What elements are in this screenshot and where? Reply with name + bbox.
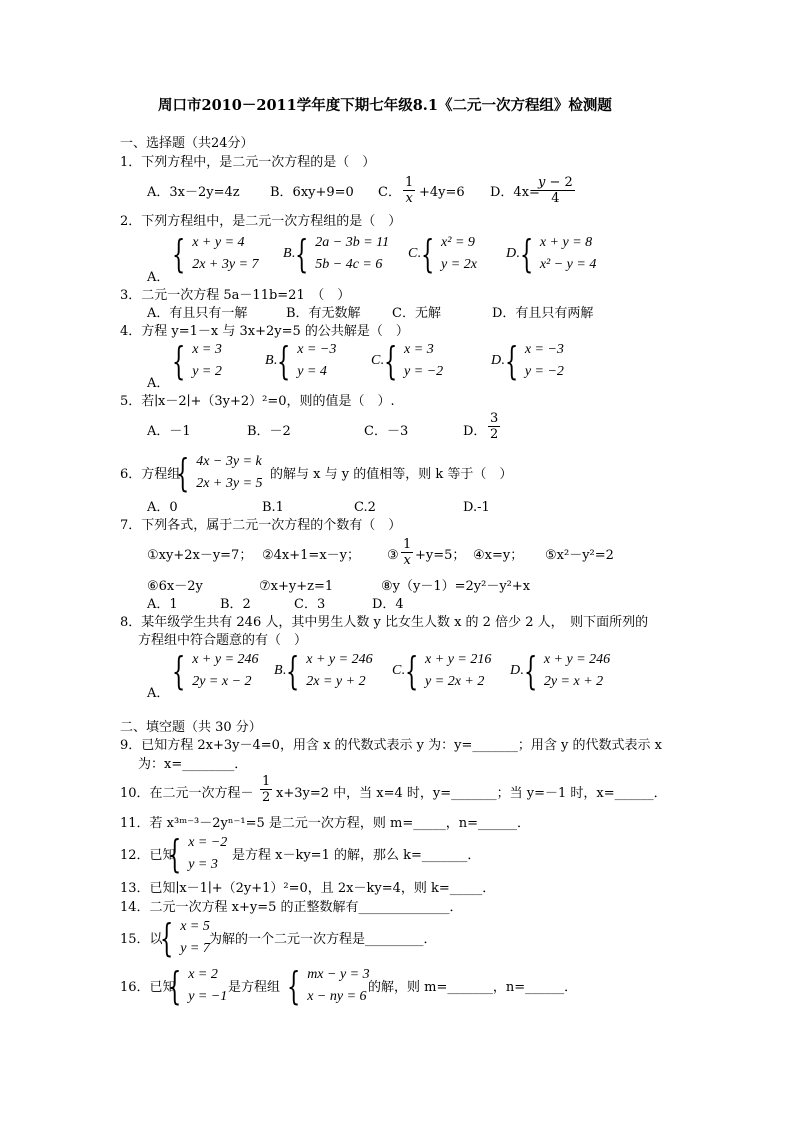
q7-item-7: ⑦x+y+z=1 bbox=[259, 579, 334, 594]
q10-fraction-1-over-2: $\frac{1}{2}$ bbox=[262, 774, 271, 805]
question-10-prefix: 10．在二元一次方程－ bbox=[120, 786, 254, 801]
q16-solution-system: { x = 2 y = −1 bbox=[168, 964, 228, 1008]
q5-fraction-3-over-2: $\frac{3}{2}$ bbox=[490, 411, 499, 442]
question-6-suffix: 的解与 x 与 y 的值相等，则 k 等于（ ） bbox=[270, 467, 513, 482]
q4-system-b: B. { x = −3 y = 4 bbox=[265, 339, 337, 383]
q7-item-1: ①xy+2x－y=7； bbox=[147, 548, 253, 563]
q8-system-d: D. { x + y = 246 2y = x + 2 bbox=[510, 649, 611, 693]
q5-option-c: C．－3 bbox=[364, 424, 409, 439]
question-1-stem: 1．下列方程中，是二元一次方程的是（ ） bbox=[120, 155, 376, 170]
q7-item-8: ⑧y（y－1）=2y²－y²+x bbox=[381, 579, 531, 594]
question-15-suffix: 为解的一个二元一次方程是_________． bbox=[209, 932, 437, 947]
q8-system-c: C. { x + y = 216 y = 2x + 2 bbox=[392, 649, 492, 693]
section-heading: 二、填空题（共 30 分） bbox=[120, 720, 262, 735]
question-12-prefix: 12．已知 bbox=[120, 848, 176, 863]
q4-system-c: C. { x = 3 y = −2 bbox=[371, 339, 444, 383]
q8-system-b: B. { x + y = 246 2x = y + 2 bbox=[274, 649, 373, 693]
question-9-line-1: 9．已知方程 2x+3y－4=0，用含 x 的代数式表示 y 为：y=_______；用含 y 的代数式表示 x bbox=[120, 738, 662, 753]
q2-system-d: D. { x + y = 8 x² − y = 4 bbox=[506, 232, 597, 276]
question-8-stem-line-1: 8．某年级学生共有 246 人，其中男生人数 y 比女生人数 x 的 2 倍少 2 人， 则下面所列的 bbox=[120, 615, 649, 630]
q3-option-b: B．有无数解 bbox=[286, 306, 361, 321]
q1-fraction-1-over-x: $\frac{1}{x}$ bbox=[405, 175, 414, 206]
question-5-stem: 5．若∣x－2∣+（3y+2）²=0，则的值是（ ）. bbox=[120, 394, 395, 409]
q1-option-a: A．3x－2y=4z bbox=[147, 185, 240, 200]
q6-system: { 4x − 3y = k 2x + 3y = 5 bbox=[176, 451, 263, 495]
q7-option-b: B．2 bbox=[220, 597, 251, 612]
question-14: 14．二元一次方程 x+y=5 的正整数解有______________． bbox=[120, 900, 463, 915]
q4-system-d: D. { x = −3 y = −2 bbox=[491, 339, 564, 383]
question-10-suffix: x+3y=2 中，当 x=4 时，y=_______；当 y=－1 时，x=______． bbox=[276, 786, 667, 801]
q6-option-a: A．0 bbox=[147, 500, 178, 515]
q3-option-c: C．无解 bbox=[392, 306, 441, 321]
q5-option-b: B．－2 bbox=[247, 424, 291, 439]
q2-system-a: { x + y = 4 2x + 3y = 7 bbox=[172, 232, 259, 276]
question-15-prefix: 15．以 bbox=[120, 932, 163, 947]
q7-item-5: ⑤x²－y²=2 bbox=[545, 548, 614, 563]
q3-option-d: D．有且只有两解 bbox=[492, 306, 594, 321]
q8-option-a: A． bbox=[147, 686, 170, 701]
question-8-stem-line-2: 方程组中符合题意的有（ ） bbox=[138, 633, 308, 648]
q2-system-b: B. { 2a − 3b = 11 5b − 4c = 6 bbox=[283, 232, 390, 276]
question-16-suffix: 的解，则 m=_______，n=______． bbox=[368, 980, 578, 995]
question-12-suffix: 是方程 x－ky=1 的解，那么 k=_______． bbox=[232, 848, 481, 863]
q1-option-b: B．6xy+9=0 bbox=[270, 185, 354, 200]
q7-item-3-prefix: ③ bbox=[387, 548, 399, 563]
q1-option-c-prefix: C． bbox=[378, 185, 401, 200]
q7-item-3-rest: +y=5； bbox=[415, 548, 466, 563]
question-9-line-2: 为：x=________． bbox=[138, 757, 248, 772]
section-heading: 一、选择题（共24分） bbox=[120, 136, 254, 151]
q6-option-c: C.2 bbox=[354, 500, 376, 515]
page-title: 周口市2010－2011学年度下期七年级8.1《二元一次方程组》检测题 bbox=[158, 97, 612, 114]
q7-option-a: A．1 bbox=[147, 597, 178, 612]
q1-option-d: D．4x= bbox=[490, 185, 540, 200]
q3-option-a: A．有且只有一解 bbox=[147, 306, 248, 321]
q6-option-b: B.1 bbox=[262, 500, 284, 515]
q4-option-a: A． bbox=[147, 376, 170, 391]
q7-fraction-1-over-x: $\frac{1}{x}$ bbox=[403, 537, 412, 568]
q2-system-c: C. { x² = 9 y = 2x bbox=[408, 232, 477, 276]
q5-option-d: D． bbox=[463, 424, 487, 439]
question-6-prefix: 6．方程组 bbox=[120, 467, 181, 482]
question-13: 13．已知∣x－1∣+（2y+1）²=0，且 2x－ky=4，则 k=_____． bbox=[120, 881, 496, 896]
q16-equation-system: { mx − y = 3 x − ny = 6 bbox=[287, 964, 370, 1008]
question-3-stem: 3．二元一次方程 5a－11b=21 （ ） bbox=[120, 288, 351, 303]
question-16-prefix: 16．已知 bbox=[120, 980, 176, 995]
q12-system: { x = −2 y = 3 bbox=[168, 832, 228, 876]
q5-option-a: A．－1 bbox=[147, 424, 191, 439]
q7-item-6: ⑥6x－2y bbox=[147, 579, 203, 594]
question-7-stem: 7．下列各式，属于二元一次方程的个数有（ ） bbox=[120, 518, 402, 533]
q7-option-c: C．3 bbox=[294, 597, 326, 612]
q8-system-a: { x + y = 246 2y = x − 2 bbox=[172, 649, 259, 693]
question-4-stem: 4．方程 y=1－x 与 3x+2y=5 的公共解是（ ） bbox=[120, 324, 409, 339]
q6-option-d: D.-1 bbox=[463, 500, 490, 515]
q1-fraction-y-minus-2-over-4: $\frac{y - 2}{4}$ bbox=[538, 175, 573, 206]
q7-item-4: ④x=y； bbox=[473, 548, 524, 563]
q2-option-a: A． bbox=[147, 270, 170, 285]
question-11: 11．若 x³ᵐ⁻³－2yⁿ⁻¹=5 是二元一次方程，则 m=_____，n=______． bbox=[120, 816, 530, 831]
question-16-middle: 是方程组 bbox=[228, 980, 281, 995]
q1-option-c-rest: +4y=6 bbox=[419, 185, 465, 200]
q4-system-a: { x = 3 y = 2 bbox=[172, 339, 222, 383]
question-2-stem: 2．下列方程组中，是二元一次方程组的是（ ） bbox=[120, 214, 402, 229]
q15-system: { x = 5 y = 7 bbox=[160, 916, 210, 960]
q7-item-2: ②4x+1=x－y； bbox=[262, 548, 360, 563]
q7-option-d: D．4 bbox=[372, 597, 404, 612]
